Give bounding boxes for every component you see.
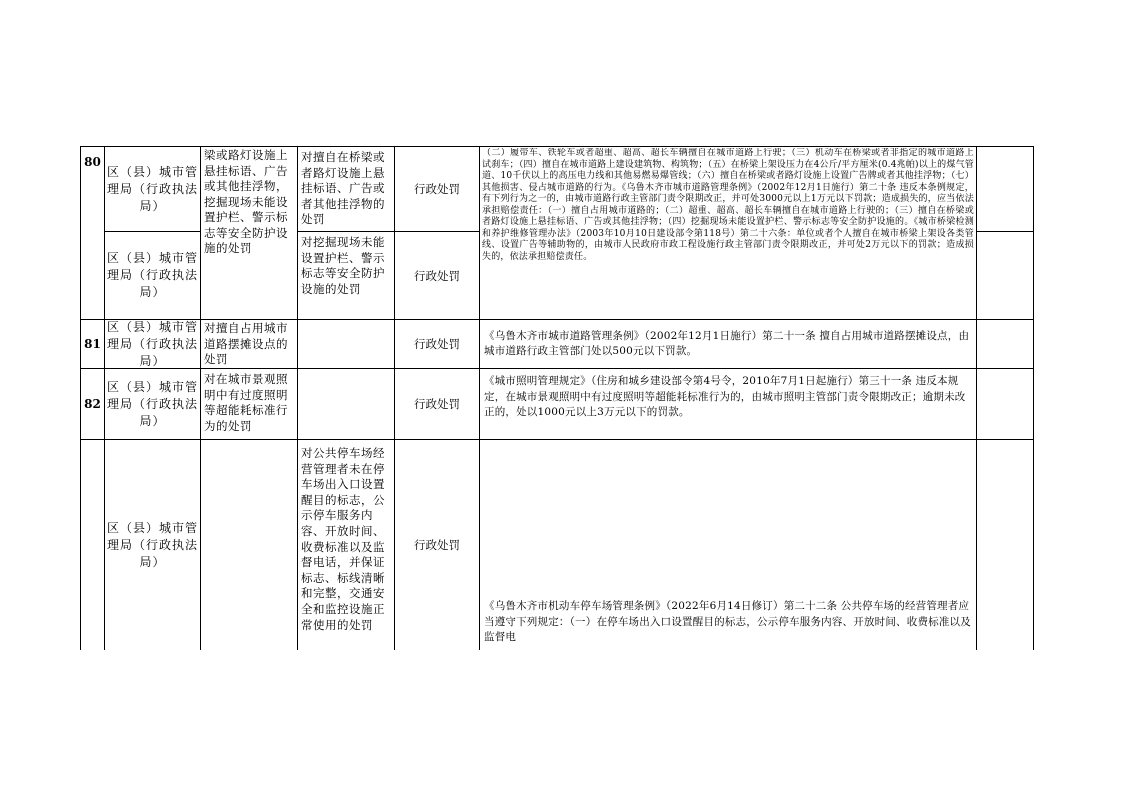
power-type: 行政处罚: [414, 268, 460, 283]
item-name: 对在城市景观照明中有过度照明等超能耗标准行为的处罚: [204, 372, 288, 433]
legal-basis: 《乌鲁木齐市机动车停车场管理条例》（2022年6月14日修订）第二十二条 公共停车场的经营管理者应当遵守下列规定：（一）在停车场出入口设置醒目的标志，公示停车服务内容、开放时间、收费标准以及监督电: [484, 600, 971, 643]
department-cell: [106, 369, 199, 439]
legal-basis-text: 《乌鲁木齐市城市道路管理条例》（2002年12月1日施行）第二十一条 擅自占用城市道路摆摊设点，由城市道路行政主管部门处以500元以下罚款。: [484, 329, 970, 357]
row-number: 82: [84, 397, 101, 411]
power-type: 行政处罚: [414, 397, 460, 411]
legal-basis: [484, 320, 974, 368]
power-type: 行政处罚: [414, 538, 460, 552]
department-cell: [106, 440, 199, 650]
row-number: 81: [84, 337, 101, 351]
department-text: 区（县）城市管理局（行政执法局）: [106, 520, 198, 569]
department-text: 区（县）城市管理局（行政执法局）: [106, 320, 198, 368]
legal-basis: 《城市照明管理规定》（住房和城乡建设部令第4号令，2010年7月1日起施行）第三十一条 违反本规定，在城市景观照明中有过度照明等超能耗标准行为的，由城市照明主管部门责令限期改正；逾期未改正的，处以1000元以上3万元以下的罚款。: [484, 375, 966, 418]
item-name: [204, 442, 295, 642]
row-number: [81, 440, 104, 650]
sub-item-name: 对挖掘现场未能设置护栏、警示标志等安全防护设施的处罚: [301, 235, 385, 296]
sub-item-name: 对擅自在桥梁或者路灯设施上悬挂标语、广告或者其他挂浮物的处罚: [301, 150, 385, 226]
department-cell: [106, 320, 199, 368]
item-name: 对擅自占用城市道路摆摊设点的处罚: [204, 321, 288, 366]
department-text: 区（县）城市管理局（行政执法局）: [106, 379, 198, 428]
department-cell: [106, 232, 199, 319]
sub-item-name: 对公共停车场经营管理者未在停车场出入口设置醒目的标志，公示停车服务内容、开放时间、收费标准以及监督电话，并保证标志、标线清晰和完整，交通安全和监控设施正常使用的处罚: [301, 446, 385, 632]
department-cell: [106, 147, 199, 231]
department-text: 区（县）城市管理局（行政执法局）: [106, 164, 198, 213]
power-type: 行政处罚: [414, 337, 460, 351]
row-number: 80: [84, 155, 101, 169]
legal-basis: （二）履带车、铁轮车或者超重、超高、超长车辆擅自在城市道路上行驶；（三）机动车在桥梁或者非指定的城市道路上试刹车；（四）擅自在城市道路上建设建筑物、构筑物；（五）在桥梁上架设压力在4公斤/平方厘米(0.4兆帕)以上的煤气管道、10千伏以上的高压电力线和其他易燃易爆管线；（六）擅自在桥梁或者路灯设施上设置广告牌或者其他挂浮物；（七）其他损害、侵占城市道路的行为。《乌鲁木齐市城市道路管理条例》（2002年12月1日施行）第二十条 违反本条例规定，有下列行为之一的，由城市道路行政主管部门责令限期改正，并可处3000元以上1万元以下罚款；造成损失的，应当依法承担赔偿责任：（一）擅自占用城市道路的；（二）超重、超高、超长车辆擅自在城市道路上行驶的；（三）擅自在桥梁或者路灯设施上悬挂标语、广告或其他挂浮物；（四）挖掘现场未能设置护栏、警示标志等安全防护设施的。《城市桥梁检测和养护维修管理办法》（2003年10月10日建设部令第118号）第二十六条：单位或者个人擅自在城市桥梁上架设各类管线、设置广告等辅助物的，由城市人民政府市政工程设施行政主管部门责令限期改正，并可处2万元以下的罚款；造成损失的，依法承担赔偿责任。: [482, 148, 974, 262]
item-name: 梁或路灯设施上悬挂标语、广告或其他挂浮物，挖掘现场未能设置护栏、警示标志等安全防护设施的处罚: [204, 148, 288, 255]
department-text: 区（县）城市管理局（行政执法局）: [106, 251, 198, 299]
power-type: 行政处罚: [414, 182, 460, 196]
